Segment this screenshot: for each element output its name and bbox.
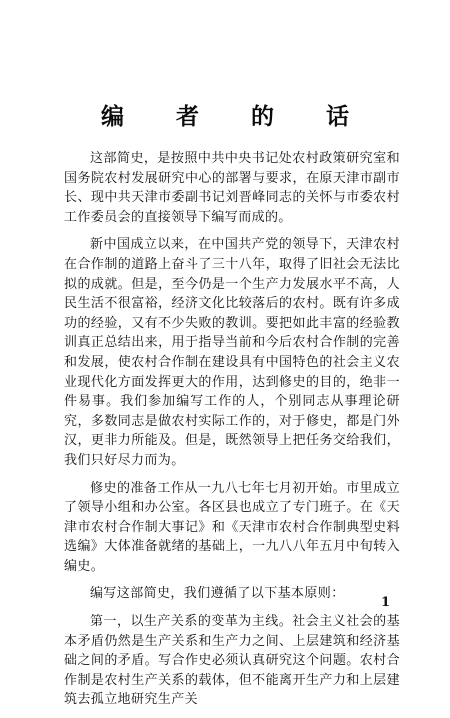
paragraph: 第一，以生产关系的变革为主线。社会主义社会的基本矛盾仍然是生产关系和生产力之间、上层建筑和经济基础之间的矛盾。写合作史必须认真研究这个问题。农村合作制是农村生产关系的载体，但不能离开生产力和上层建筑去孤立地研究生产关 [64,614,400,708]
paragraph: 这部简史，是按照中共中央书记处农村政策研究室和国务院农村发展研究中心的部署与要求，在原天津市副市长、现中共天津市委副书记刘晋峰同志的关怀与市委农村工作委员会的直接领导下编写而成的。 [64,151,400,225]
page-title: 编 者 的 话 [100,103,372,130]
paragraph: 修史的准备工作从一九八七年七月初开始。市里成立了领导小组和办公室。各区县也成立了专门班子。在《天津市农村合作制大事记》和《天津市农村合作制典型史料选编》大体准备就绪的基础上，一九八八年五月中旬转入编史。 [64,480,400,574]
page-number: 1 [381,595,391,610]
paragraph: 新中国成立以来，在中国共产党的领导下，天津农村在合作制的道路上奋斗了三十八年，取得了旧社会无法比拟的成就。但是，至今仍是一个生产力发展水平不高，人民生活不很富裕，经济文化比较落后的农村。既有许多成功的经验，又有不少失败的教训。要把如此丰富的经验教训真正总结出来，用于指导当前和今后农村合作制的完善和发展，使农村合作制在建设具有中国特色的社会主义农业现代化方面发挥更大的作用，达到修史的目的，绝非一件易事。我们参加编写工作的人，个别同志从事理论研究，多数同志是做农村实际工作的，对于修史，都是门外汉，更非力所能及。但是，既然领导上把任务交给我们，我们只好尽力而为。 [64,237,400,468]
paragraph: 编写这部简史，我们遵循了以下基本原则： [90,586,345,602]
body-text [64,149,400,718]
